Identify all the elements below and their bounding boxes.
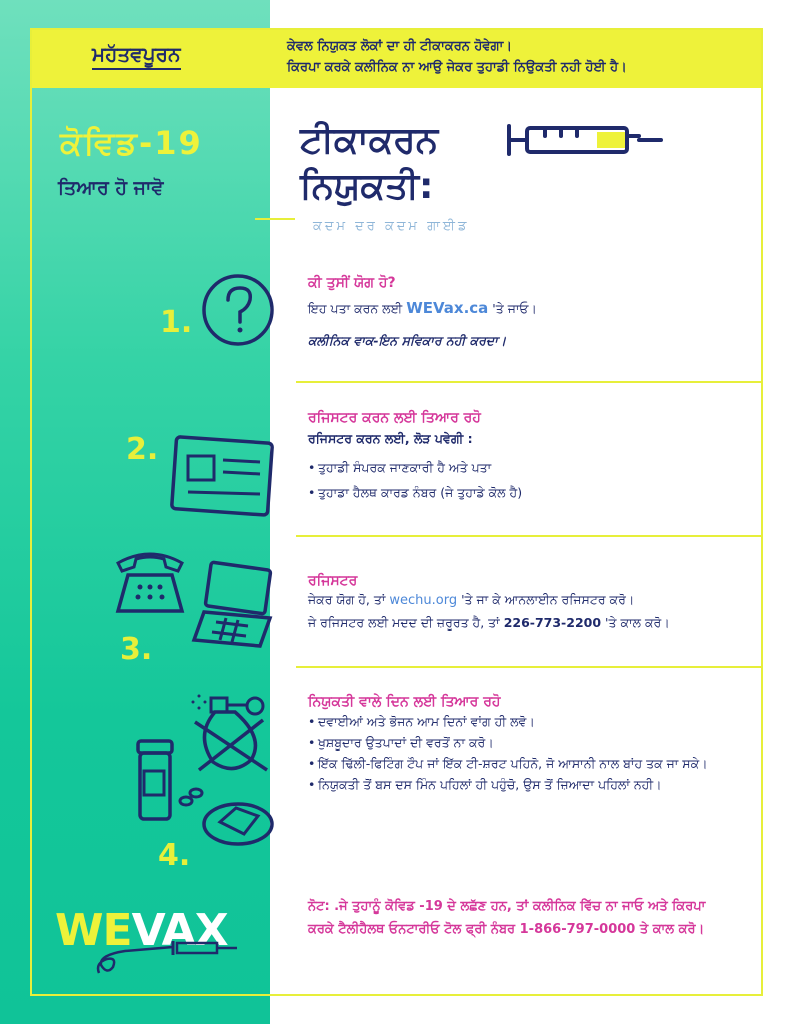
step-4-section (296, 694, 762, 864)
id-card-icon (168, 432, 278, 522)
step-3-section (296, 555, 762, 668)
step-4-heading: ਨਿਯੁਕਤੀ ਵਾਲੇ ਦਿਨ ਲਈ ਤਿਆਰ ਰਹੋ (308, 694, 501, 710)
question-mark-icon (198, 270, 278, 350)
list-item: • ਖੁਸ਼ਬੂਦਾਰ ਉਤਪਾਦਾਂ ਦੀ ਵਰਤੋਂ ਨਾ ਕਰੋ। (308, 733, 762, 752)
list-item: • ਤੁਹਾਡਾ ਹੈਲਥ ਕਾਰਡ ਨੰਬਰ (ਜੇ ਤੁਹਾਡੇ ਕੋਲ ਹੈ) (308, 483, 762, 502)
step-3-line-1-before: ਜੇਕਰ ਯੋਗ ਹੋ, ਤਾਂ (308, 592, 386, 607)
step-3-line-1-after: 'ਤੇ ਜਾ ਕੇ ਆਨਲਾਈਨ ਰਜਿਸਟਰ ਕਰੋ। (461, 592, 635, 607)
step-1-note: ਕਲੀਨਿਕ ਵਾਕ-ਇਨ ਸਵਿਕਾਰ ਨਹੀ ਕਰਦਾ। (308, 333, 507, 348)
step-2-number: 2. (126, 432, 159, 467)
step-3-number: 3. (120, 632, 153, 667)
step-4-number: 4. (158, 838, 191, 873)
step-3-heading: ਰਜਿਸਟਰ (308, 573, 358, 589)
step-2-subheading: ਰਜਿਸਟਰ ਕਰਨ ਲਈ, ਲੋੜ ਪਵੇਗੀ : (308, 431, 473, 446)
page-subtitle: ਕਦਮ ਦਰ ਕਦਮ ਗਾਈਡ (313, 219, 470, 234)
banner-label: ਮਹੱਤਵਪੂਰਨ (92, 42, 181, 70)
step-2-heading: ਰਜਿਸਟਰ ਕਰਨ ਲਈ ਤਿਆਰ ਰਹੋ (308, 410, 481, 426)
wevax-logo (55, 905, 255, 975)
food-plate-icon (200, 790, 275, 850)
list-item: • ਦਵਾਈਆਂ ਅਤੇ ਭੋਜਨ ਆਮ ਦਿਨਾਂ ਵਾਂਗ ਹੀ ਲਵੋ। (308, 712, 762, 731)
wechu-link[interactable]: wechu.org (389, 593, 458, 608)
left-subtitle: ਤਿਆਰ ਹੋ ਜਾਵੋ (58, 177, 164, 199)
banner-line-2: ਕਿਰਪਾ ਕਰਕੇ ਕਲੀਨਿਕ ਨਾ ਆਉ ਜੇਕਰ ਤੁਹਾਡੀ ਨਿਉਕਤੀ ਨਹੀ ਹੋਈ ਹੈ। (287, 60, 627, 75)
title-line-1: ਟੀਕਾਕਰਨ (300, 120, 439, 161)
phone-number: 226-773-2200 (503, 615, 602, 630)
important-banner (32, 30, 761, 88)
step-1-number: 1. (160, 305, 193, 340)
list-item: • ਇੱਕ ਢਿੱਲੀ-ਫਿਟਿੰਗ ਟੌਪ ਜਾਂ ਇੱਕ ਟੀ-ਸ਼ਰਟ ਪਹਿਨੋ, ਜੋ ਆਸਾਨੀ ਨਾਲ ਬਾਂਹ ਤਕ ਜਾ ਸਕੇ। (308, 754, 762, 773)
logo-we: WE (55, 905, 132, 956)
step-3-line-2-after: 'ਤੇ ਕਾਲ ਕਰੋ। (605, 615, 670, 630)
banner-line-1: ਕੇਵਲ ਨਿਯੁਕਤ ਲੋਕਾਂ ਦਾ ਹੀ ਟੀਕਾਕਰਨ ਹੋਵੇਗਾ। (287, 39, 513, 54)
step-3-line-2 (308, 612, 762, 634)
step-1-heading: ਕੀ ਤੁਸੀਂ ਯੋਗ ਹੋ? (308, 275, 396, 291)
title-line-2: ਨਿਯੁਕਤੀ: (300, 166, 434, 207)
step-2-list (308, 458, 762, 502)
pill-bottle-icon (130, 735, 210, 825)
telephone-icon (110, 545, 190, 620)
syringe-icon (505, 118, 665, 162)
divider (255, 218, 295, 220)
step-3-line-2-before: ਜੇ ਰਜਿਸਟਰ ਲਈ ਮਦਦ ਦੀ ਜ਼ਰੂਰਤ ਹੈ, ਤਾਂ (308, 615, 500, 630)
list-item: • ਤੁਹਾਡੀ ਸੰਪਰਕ ਜਾਣਕਾਰੀ ਹੈ ਅਤੇ ਪਤਾ (308, 458, 762, 477)
logo-vax: VAX (131, 905, 228, 956)
step-4-list (308, 712, 762, 794)
step-1-text-after: 'ਤੇ ਜਾਓ। (492, 301, 537, 316)
step-2-section (296, 400, 762, 537)
wevax-link[interactable]: WEVax.ca (406, 299, 489, 317)
left-title: ਕੋਵਿਡ-19 (60, 124, 203, 162)
laptop-icon (190, 560, 280, 650)
covid-note: ਨੋਟ: .ਜੇ ਤੁਹਾਨੂੰ ਕੋਵਿਡ -19 ਦੇ ਲਛੱਣ ਹਨ, ਤਾਂ ਕਲੀਨਿਕ ਵਿੱਚ ਨਾ ਜਾਓ ਅਤੇ ਕਿਰਪਾ ਕਰਕੇ ਟੈਲੀਹੈਲਥ ਓਨਟਾਰੀਓ ਟੋਲ ਫ੍ਰੀ ਨੰਬਰ 1-866-797-0000 ਤੇ ਕਾਲ ਕਰੋ। (308, 899, 706, 937)
step-1-section (296, 275, 762, 383)
page-title (300, 118, 438, 210)
step-1-text-before: ਇਹ ਪਤਾ ਕਰਨ ਲਈ (308, 301, 403, 316)
step-3-line-1 (308, 589, 762, 612)
list-item: • ਨਿਯੁਕਤੀ ਤੋਂ ਬਸ ਦਸ ਮਿੰਨ ਪਹਿਲਾਂ ਹੀ ਪਹੁੰਚੋ, ਉਸ ਤੋਂ ਜ਼ਿਆਦਾ ਪਹਿਲਾਂ ਨਹੀ। (308, 775, 762, 794)
logo-syringe-icon (55, 919, 255, 975)
step-1-text (308, 297, 762, 320)
